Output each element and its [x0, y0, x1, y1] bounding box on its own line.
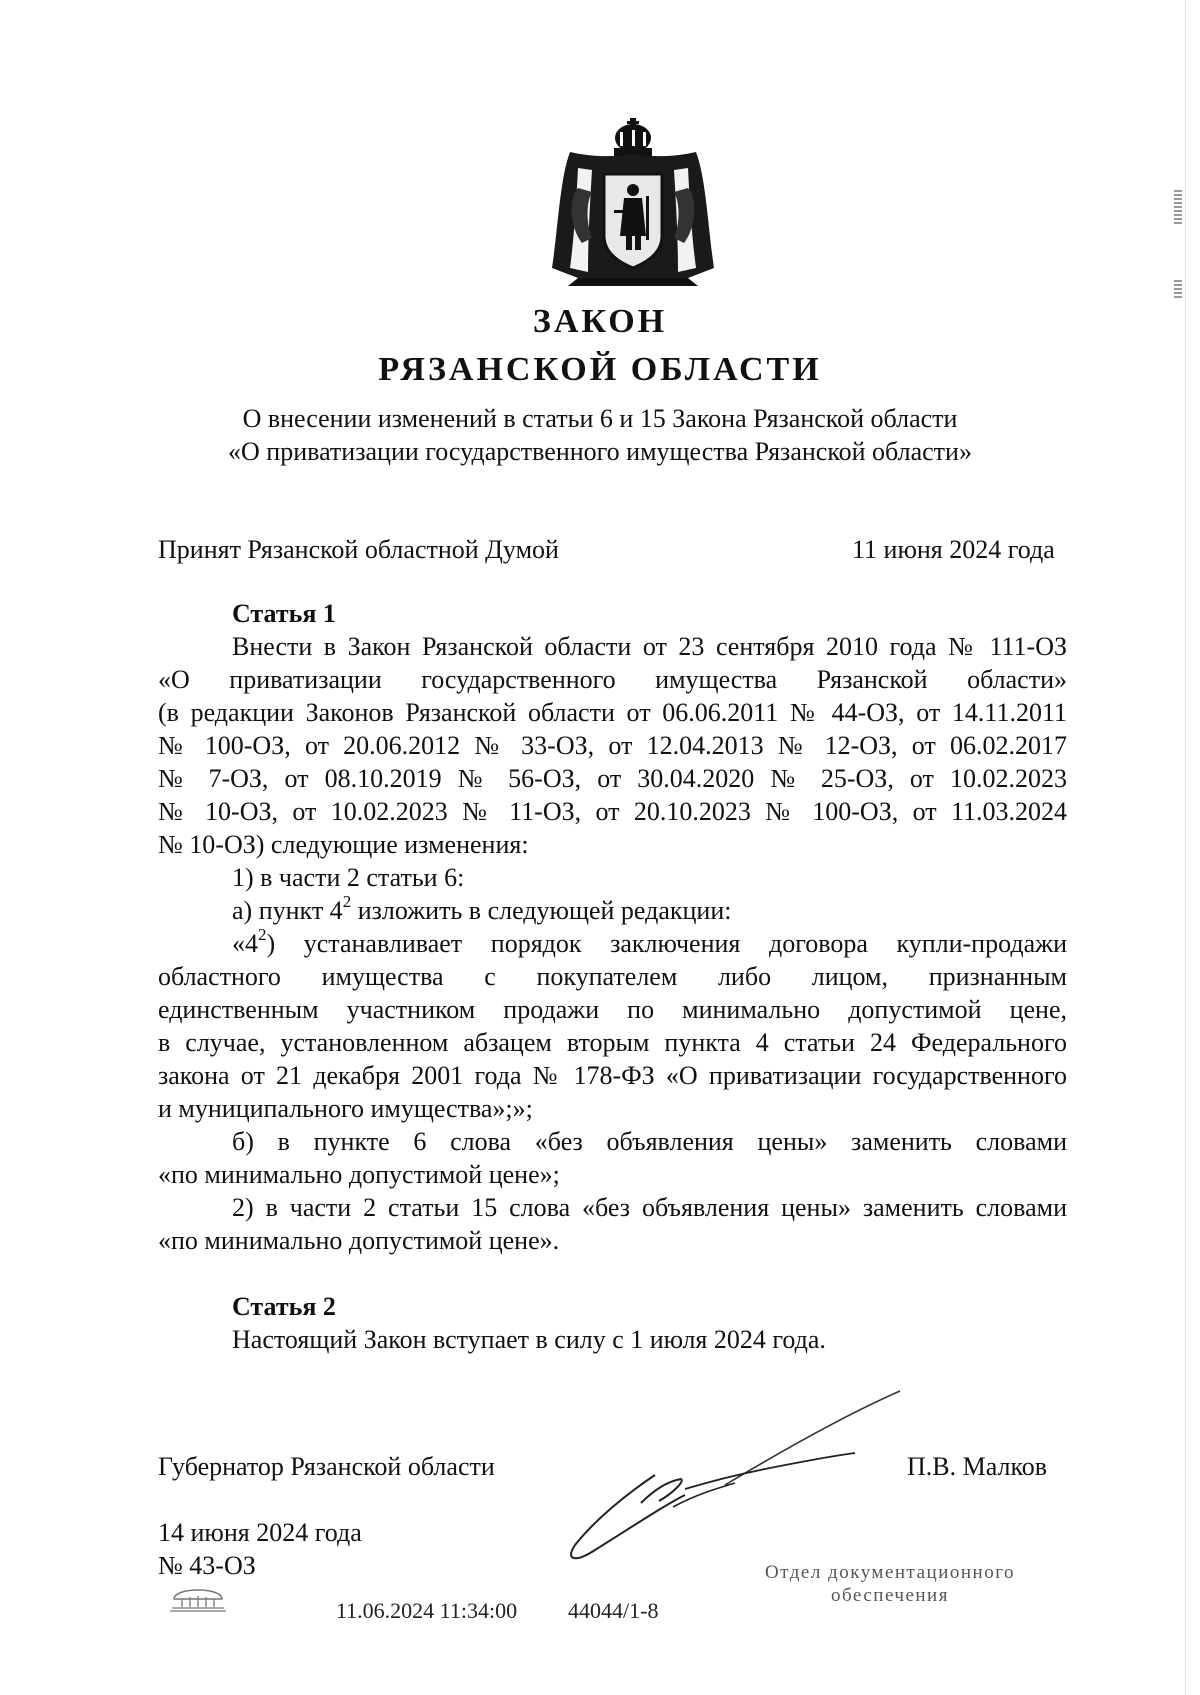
quote-first-text: ) устанавливает порядок заключения договора купли-продажи — [266, 929, 1067, 958]
article-1-item-2-cont: «по минимально допустимой цене». — [158, 1226, 560, 1255]
article-1-heading: Статья 1 — [232, 599, 336, 628]
quote-line: областного имущества с покупателем либо лицом, признанным — [158, 962, 1067, 991]
quote-line: закона от 21 декабря 2001 года № 178-ФЗ «О приватизации государственного — [158, 1061, 1067, 1090]
article-1-line: № 10-ОЗ) следующие изменения: — [158, 830, 529, 859]
scan-edge-mark — [1174, 280, 1182, 298]
signatory-position: Губернатор Рязанской области — [158, 1452, 495, 1481]
article-1-line: «О приватизации государственного имущества Рязанской области» — [158, 665, 1067, 694]
article-1-line: (в редакции Законов Рязанской области от 06.06.2011 № 44-ОЗ, от 14.11.2011 — [158, 698, 1067, 727]
article-1-item-2: 2) в части 2 статьи 15 слова «без объявления цены» заменить словами — [232, 1193, 1067, 1222]
signature-date: 14 июня 2024 года — [158, 1518, 362, 1547]
article-1-line: Внести в Закон Рязанской области от 23 сентября 2010 года № 111-ОЗ — [232, 632, 1067, 661]
adoption-body: Принят Рязанской областной Думой — [158, 535, 559, 564]
article-1-line: № 10-ОЗ, от 10.02.2023 № 11-ОЗ, от 20.10.2023 № 100-ОЗ, от 11.03.2024 — [158, 797, 1067, 826]
item-a-text: а) пункт 4 — [232, 896, 343, 925]
signatory-name: П.В. Малков — [907, 1452, 1048, 1481]
quote-line: и муниципального имущества»;»; — [158, 1094, 533, 1123]
department-stamp-line-2: обеспечения — [831, 1585, 949, 1606]
article-1-item-b: б) в пункте 6 слова «без объявления цены» заменить словами — [232, 1127, 1067, 1156]
article-2-heading: Статья 2 — [232, 1292, 336, 1321]
registration-code: 44044/1-8 — [568, 1598, 659, 1623]
registration-timestamp: 11.06.2024 11:34:00 — [336, 1598, 518, 1623]
superscript: 2 — [258, 925, 267, 944]
article-1-item-b-cont: «по минимально допустимой цене»; — [158, 1160, 560, 1189]
law-title: ЗАКОН — [532, 303, 668, 340]
article-1-item-a — [232, 894, 731, 927]
law-number: № 43-ОЗ — [158, 1551, 256, 1580]
adoption-date: 11 июня 2024 года — [852, 535, 1055, 564]
coat-of-arms-icon — [548, 118, 718, 286]
duma-logo-icon — [168, 1579, 228, 1613]
law-subtitle-line-1: О внесении изменений в статьи 6 и 15 Закона Рязанской области — [242, 404, 958, 433]
handwritten-signature — [545, 1385, 905, 1575]
superscript: 2 — [342, 892, 352, 911]
article-1-item-1: 1) в части 2 статьи 6: — [232, 863, 465, 892]
quote-first-line — [232, 927, 1067, 960]
article-1-line: № 100-ОЗ, от 20.06.2012 № 33-ОЗ, от 12.04.2013 № 12-ОЗ, от 06.02.2017 — [158, 731, 1067, 760]
scan-edge-mark — [1174, 190, 1182, 224]
article-1-line: № 7-ОЗ, от 08.10.2019 № 56-ОЗ, от 30.04.2020 № 25-ОЗ, от 10.02.2023 — [158, 764, 1067, 793]
article-2-text: Настоящий Закон вступает в силу с 1 июля 2024 года. — [232, 1325, 826, 1354]
quote-line: в случае, установленном абзацем вторым пункта 4 статьи 24 Федерального — [158, 1028, 1067, 1057]
department-stamp-line-1: Отдел документационного — [764, 1562, 1016, 1583]
scan-edge-line — [1185, 0, 1186, 1695]
law-subtitle-line-2: «О приватизации государственного имущества Рязанской области» — [228, 437, 972, 466]
quote-start: «4 — [232, 929, 258, 958]
item-a-text-end: изложить в следующей редакции: — [351, 896, 732, 925]
quote-line: единственным участником продажи по минимально допустимой цене, — [158, 995, 1067, 1024]
law-region-title: РЯЗАНСКОЙ ОБЛАСТИ — [378, 351, 822, 388]
